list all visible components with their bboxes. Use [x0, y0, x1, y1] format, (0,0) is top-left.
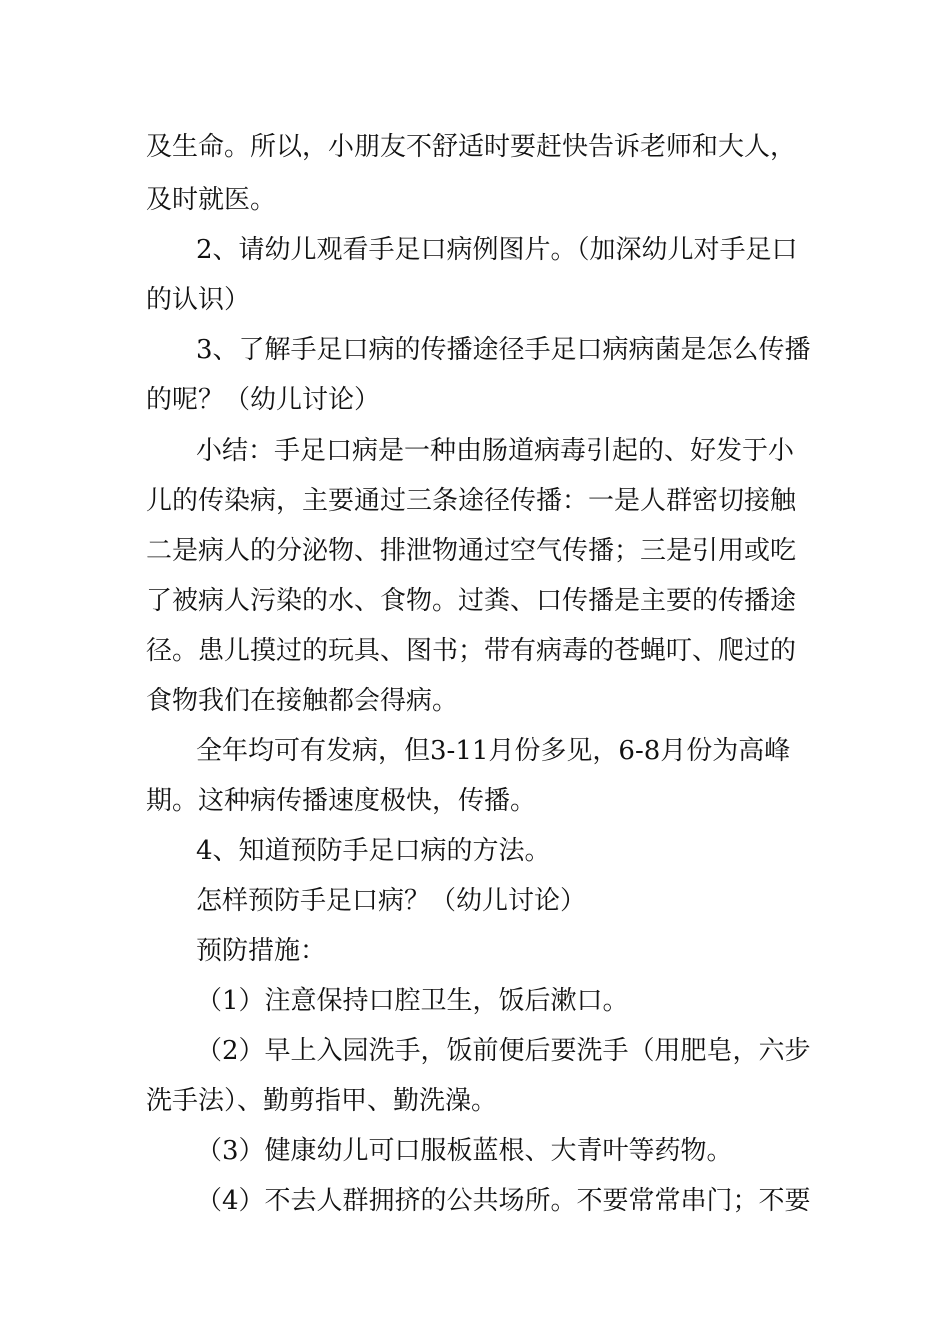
text-line-5: 3、了解手足口病的传播途径手足口病病菌是怎么传播 [196, 335, 811, 365]
text-line-8: 儿的传染病，主要通过三条途径传播：一是人群密切接触 [146, 486, 797, 516]
text-line-9: 二是病人的分泌物、排泄物通过空气传播；三是引用或吃 [146, 536, 797, 566]
text-line-17: 预防措施： [196, 936, 327, 966]
text-line-1: 及生命。所以，小朋友不舒适时要赶快告诉老师和大人， [146, 132, 797, 162]
text-line-11: 径。患儿摸过的玩具、图书；带有病毒的苍蝇叮、爬过的 [146, 636, 797, 666]
text-line-19: （2）早上入园洗手，饭前便后要洗手（用肥皂，六步 [196, 1036, 811, 1066]
text-line-4: 的认识） [146, 285, 251, 315]
text-line-18: （1）注意保持口腔卫生，饭后漱口。 [196, 986, 629, 1016]
text-line-22: （4）不去人群拥挤的公共场所。不要常常串门；不要 [196, 1186, 811, 1216]
text-line-10: 了被病人污染的水、食物。过粪、口传播是主要的传播途 [146, 586, 797, 616]
text-line-21: （3）健康幼儿可口服板蓝根、大青叶等药物。 [196, 1136, 733, 1166]
text-line-12: 食物我们在接触都会得病。 [146, 686, 459, 716]
text-line-14: 期。这种病传播速度极快，传播。 [146, 786, 537, 816]
text-line-6: 的呢？（幼儿讨论） [146, 385, 381, 415]
text-line-15: 4、知道预防手足口病的方法。 [196, 836, 551, 866]
text-line-20: 洗手法）、勤剪指甲、勤洗澡。 [146, 1086, 498, 1116]
text-line-3: 2、请幼儿观看手足口病例图片。（加深幼儿对手足口 [196, 235, 798, 265]
text-line-7: 小结：手足口病是一种由肠道病毒引起的、好发于小 [196, 436, 795, 466]
text-line-16: 怎样预防手足口病？（幼儿讨论） [196, 886, 587, 916]
text-line-13: 全年均可有发病，但3-11月份多见，6-8月份为高峰 [196, 736, 791, 766]
text-line-2: 及时就医。 [146, 185, 277, 215]
